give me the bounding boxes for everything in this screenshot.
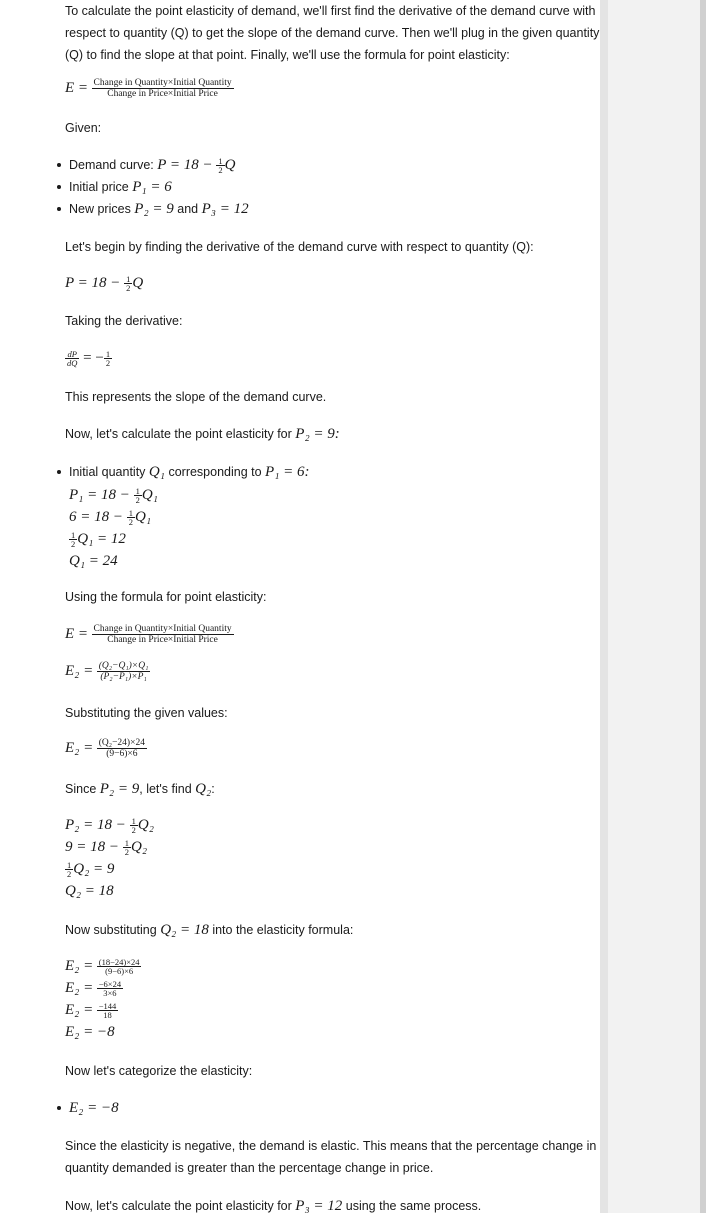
e2-formula: E₂ = $\frac{\text{(Q₂−Q₁)×Q₁}}{\text{(P₂−P₁)×P₁}}$ [65,661,149,683]
list-item: Initial price P₁ = 6 [57,176,249,198]
e2-steps [65,955,141,1043]
elasticity-formula-2: E = $\frac{\text{Change in Quantity×Initial Quantity}}{\text{Change in Price×Initial Price}}$ [65,624,232,646]
formula-numerator: Change in Quantity×Initial Quantity [93,78,232,89]
since-p2: Since P₂ = 9, let's find Q₂: [65,781,215,797]
slope-note: This represents the slope of the demand curve. [65,390,327,404]
e2-step: E₂ = $\frac{-144}{18}$ [65,1001,117,1021]
substituting-label: Substituting the given values: [65,706,228,720]
taking-derivative-label: Taking the derivative: [65,314,183,328]
using-formula-label: Using the formula for point elasticity: [65,590,267,604]
p2-intro: Now, let's calculate the point elasticity for P₂ = 9: [65,426,340,442]
q2-steps [65,814,154,902]
q1-step: Q₁ = 24 [69,553,118,569]
formula-lhs: E = [65,80,89,96]
e2-list [57,1097,119,1119]
formula-denominator: Change in Price×Initial Price [107,89,218,100]
q2-step: $\frac{1}{2}$ Q₂ = 9 [67,860,115,880]
now-substituting: Now substituting Q₂ = 18 into the elasticity formula: [65,922,354,938]
demand-equation: P = 18 − $\frac{1}{2}$ Q [65,274,144,294]
e2-step: E₂ = $\frac{(18-24)\times 24}{(9-6)\times 6}$ [65,957,140,977]
conclusion-paragraph: Since the elasticity is negative, the demand is elastic. This means that the percentage change in quantity demanded is greater than the percentage change in price. [65,1139,597,1175]
q1-steps [69,484,158,572]
list-item: New prices P₂ = 9 and P₃ = 12 [57,198,249,220]
q1-step: $\frac{1}{2}$ Q₁ = 12 [71,530,126,550]
list-item: E₂ = −8 [57,1097,119,1119]
list-item: Initial quantity Q₁ corresponding to P₁ = 6: [57,461,310,483]
scrollbar-track[interactable] [600,0,706,1213]
e2-step: E₂ = −8 [65,1024,115,1040]
elasticity-formula [65,77,234,99]
e2-step: E₂ = $\frac{-6\times 24}{3\times 6}$ [65,979,122,999]
q1-step: P₁ = 18 − $\frac{1}{2}$ Q₁ [69,486,158,506]
q1-step: 6 = 18 − $\frac{1}{2}$ Q₁ [69,508,152,528]
intro-paragraph: To calculate the point elasticity of demand, we'll first find the derivative of the demand curve with respect to quantity (Q) to get the slope of the demand curve. Then we'll plug in the given quantity (Q) to find the slope at that point. Finally, we'll use the formula for point elasticity: [65,4,600,62]
derivative-equation: $\frac{dP}{dQ}$ = − $\frac{1}{2}$ [67,349,111,369]
q2-step: 9 = 18 − $\frac{1}{2}$ Q₂ [65,838,148,858]
e2-substituted: E₂ = $\frac{\text{(Q₂−24)×24}}{(9-6)\times 6}$ [65,738,145,760]
scrollbar-thumb[interactable] [600,0,608,1213]
given-list [57,154,249,220]
derivative-intro: Let's begin by finding the derivative of the demand curve with respect to quantity (Q): [65,240,534,254]
list-item: Demand curve: P = 18 − $\frac{1}{2}$ Q [57,154,249,176]
q2-step: Q₂ = 18 [65,883,114,899]
q1-list [57,461,310,483]
categorize-label: Now let's categorize the elasticity: [65,1064,253,1078]
q2-step: P₂ = 18 − $\frac{1}{2}$ Q₂ [65,816,154,836]
given-label: Given: [65,121,102,135]
p3-intro: Now, let's calculate the point elasticity for P₃ = 12 using the same process. [65,1198,482,1213]
formula-fraction [92,78,234,99]
window-edge [700,0,706,1213]
